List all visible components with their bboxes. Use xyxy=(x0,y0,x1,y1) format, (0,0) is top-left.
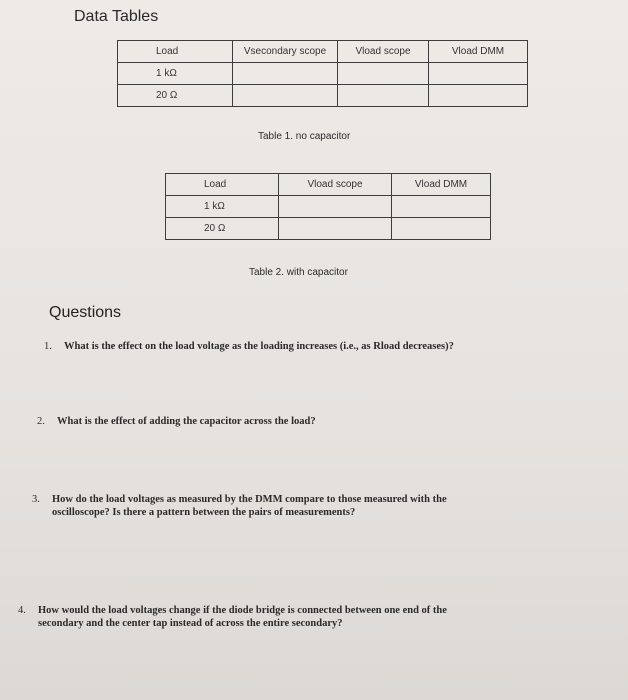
question-text: How would the load voltages change if the diode bridge is connected between one end of the xyxy=(38,605,447,616)
page-title: Data Tables xyxy=(74,8,159,25)
table-header: Vload scope xyxy=(279,174,392,196)
questions-heading: Questions xyxy=(49,304,122,321)
table-header-row xyxy=(166,174,491,196)
question-item xyxy=(37,415,537,428)
table-header: Load xyxy=(118,41,233,63)
table-cell xyxy=(338,63,429,85)
table-cell xyxy=(392,196,491,218)
table-row xyxy=(118,63,528,85)
question-text-continued: secondary and the center tap instead of across the entire secondary? xyxy=(38,618,343,629)
table-cell xyxy=(429,63,528,85)
table-row xyxy=(118,85,528,107)
table-cell xyxy=(233,85,338,107)
question-item xyxy=(44,340,604,353)
question-text: What is the effect of adding the capacitor across the load? xyxy=(57,416,316,427)
question-text: What is the effect on the load voltage as the loading increases (i.e., as Rload decreases)? xyxy=(64,341,454,352)
question-text-continued: oscilloscope? Is there a pattern between the pairs of measurements? xyxy=(52,507,356,518)
table-cell: 20 Ω xyxy=(118,85,233,107)
data-table-with-capacitor xyxy=(165,173,491,240)
data-table-no-capacitor xyxy=(117,40,528,107)
table-cell xyxy=(233,63,338,85)
question-item xyxy=(18,604,598,630)
table-header: Load xyxy=(166,174,279,196)
question-text: How do the load voltages as measured by the DMM compare to those measured with the xyxy=(52,494,447,505)
table-cell xyxy=(429,85,528,107)
table-cell: 1 kΩ xyxy=(118,63,233,85)
question-number: 1. xyxy=(44,341,52,352)
table-header-row xyxy=(118,41,528,63)
table-cell xyxy=(392,218,491,240)
table-cell: 20 Ω xyxy=(166,218,279,240)
table-header: Vload DMM xyxy=(392,174,491,196)
table-row xyxy=(166,218,491,240)
table-caption: Table 2. with capacitor xyxy=(249,267,348,278)
table-row xyxy=(166,196,491,218)
table-cell: 1 kΩ xyxy=(166,196,279,218)
table-cell xyxy=(338,85,429,107)
table-caption: Table 1. no capacitor xyxy=(258,131,351,142)
table-cell xyxy=(279,196,392,218)
question-number: 3. xyxy=(32,494,40,505)
table-cell xyxy=(279,218,392,240)
table-header: Vload scope xyxy=(338,41,429,63)
question-item xyxy=(32,493,592,519)
question-number: 2. xyxy=(37,416,45,427)
table-header: Vsecondary scope xyxy=(233,41,338,63)
question-number: 4. xyxy=(18,605,26,616)
table-header: Vload DMM xyxy=(429,41,528,63)
